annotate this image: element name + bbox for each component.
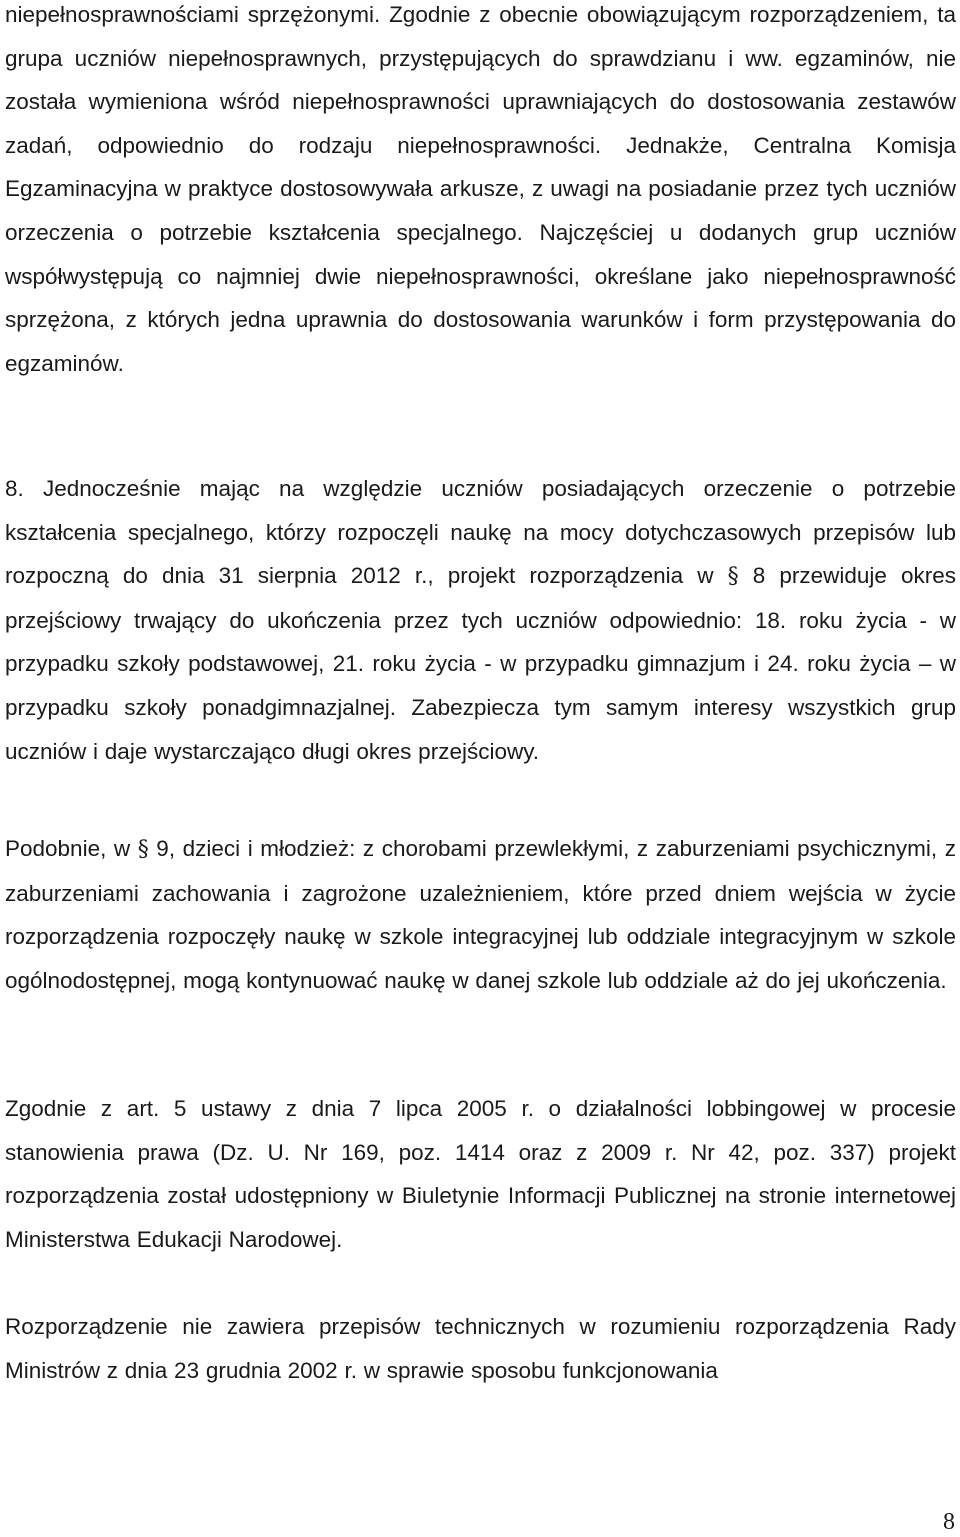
paragraph-text: 9, dzieci i młodzież: z chorobami przewlekłymi, z zaburzeniami psychicznymi, z zaburzeniami zachowania i zagrożone uzależnieniem, które przed dniem wejścia w życie rozporządzenia rozpoczęły naukę w szkole integracyjnej lub oddziale integracyjnym w szkole ogólnodostępnej, mogą kontynuować naukę w danej szkole lub oddziale aż do jej ukończenia. bbox=[5, 836, 956, 993]
section-sign: § bbox=[137, 837, 149, 862]
paragraph-text: 8 przewiduje okres przejściowy trwający do ukończenia przez tych uczniów odpowiednio: 18. roku życia - w przypadku szkoły podstawowej, 21. roku życia - w przypadku gimnazjum i 24. roku życia – w przypadku szkoły ponadgimnazjalnej. Zabezpiecza tym samym interesy wszystkich grup uczniów i daje wystarczająco długi okres przejściowy. bbox=[5, 563, 957, 764]
paragraph-text: Zgodnie z art. 5 ustawy z dnia 7 lipca 2005 r. o działalności lobbingowej w procesie stanowienia prawa (Dz. U. Nr 169, poz. 1414 oraz z 2009 r. Nr 42, poz. 337) projekt rozporządzenia został udostępniony w Biuletynie Informacji Publicznej na stronie internetowej Ministerstwa Edukacji Narodowej. bbox=[5, 1096, 956, 1252]
paragraph-technical-regulations bbox=[5, 1305, 956, 1392]
paragraph-disabilities bbox=[5, 0, 956, 385]
paragraph-similarly bbox=[5, 827, 956, 1002]
paragraph-lobbying bbox=[5, 1087, 956, 1261]
section-sign: § bbox=[727, 564, 739, 590]
paragraph-text: Rozporządzenie nie zawiera przepisów technicznych w rozumieniu rozporządzenia Rady Ministrów z dnia 23 grudnia 2002 r. w sprawie sposobu funkcjonowania bbox=[5, 1314, 956, 1383]
paragraph-text: niepełnosprawnościami sprzężonymi. Zgodnie z obecnie obowiązującym rozporządzeniem, ta grupa uczniów niepełnosprawnych, przystępujących do sprawdzianu i ww. egzaminów, nie została wymieniona wśród niepełnosprawności uprawniających do dostosowania zestawów zadań, odpowiednio do rodzaju niepełnosprawności. Jednakże, Centralna Komisja Egzaminacyjna w praktyce dostosowywała arkusze, z uwagi na posiadanie przez tych uczniów orzeczenia o potrzebie kształcenia specjalnego. Najczęściej u dodanych grup uczniów współwystępują co najmniej dwie niepełnosprawności, określane jako niepełnosprawność sprzężona, z których jedna uprawnia do dostosowania warunków i form przystępowania do egzaminów. bbox=[5, 2, 956, 376]
paragraph-item-8 bbox=[5, 467, 956, 773]
paragraph-text: Podobnie, w bbox=[5, 836, 138, 861]
paragraph-text: 8. Jednocześnie mając na względzie uczniów posiadających orzeczenie o potrzebie kształcenia specjalnego, którzy rozpoczęli naukę na mocy dotychczasowych przepisów lub rozpoczną do dnia 31 sierpnia 2012 r., projekt rozporządzenia w bbox=[5, 476, 956, 589]
page-number: 8 bbox=[943, 1509, 955, 1535]
